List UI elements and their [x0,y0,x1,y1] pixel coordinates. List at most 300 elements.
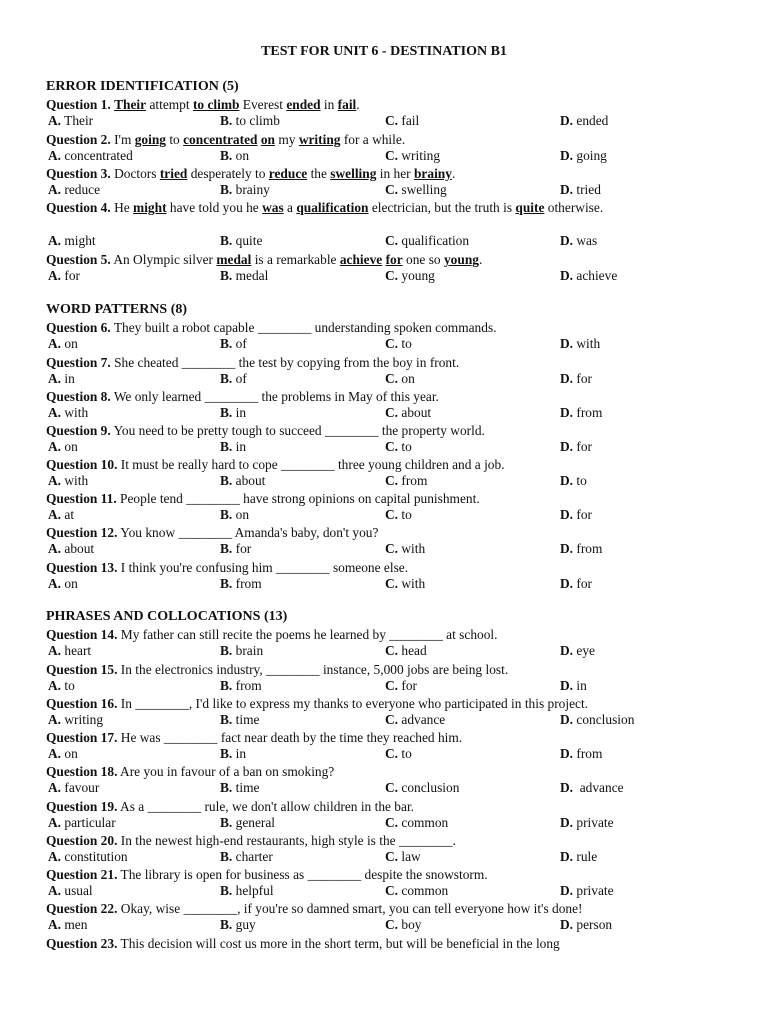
section-heading-word-patterns: WORD PATTERNS (8) [46,302,188,317]
option-letter: D. [560,541,574,556]
option-letter: A. [48,507,62,522]
option-letter: D. [560,371,574,386]
option-a [48,336,78,352]
option-a [48,643,91,659]
underlined-word: concentrated [183,132,258,147]
option-text: to [573,473,587,488]
option-letter: C. [385,541,399,556]
option-text: common [398,883,449,898]
options-row [46,371,722,388]
option-text: conclusion [398,780,460,795]
question-text: In the electronics industry, ________ instance, 5,000 jobs are being lost. [117,662,509,677]
option-text: time [232,780,260,795]
option-d [560,678,587,694]
option-a [48,712,103,728]
option-letter: C. [385,405,399,420]
options-row [46,576,722,593]
option-text: about [232,473,266,488]
question-label: Question 10. [46,457,118,472]
option-text: writing [398,148,441,163]
option-a [48,268,80,284]
option-c [385,712,445,728]
option-text: for [232,541,252,556]
option-b [220,643,263,659]
option-text: advance [398,712,446,727]
question-text: attempt [146,97,193,112]
option-letter: A. [48,336,62,351]
option-text: medal [232,268,269,283]
question-text: You need to be pretty tough to succeed ________ the property world. [110,423,485,438]
option-text: on [61,576,78,591]
option-text: to [398,746,412,761]
option-letter: A. [48,405,62,420]
option-b [220,712,259,728]
option-a [48,405,88,421]
option-text: of [232,371,247,386]
option-d [560,148,607,164]
option-letter: A. [48,678,62,693]
underlined-word: quite [515,200,545,215]
question-text: This decision will cost us more in the short term, but will be beneficial in the long [117,936,560,951]
option-letter: C. [385,182,399,197]
question-text: We only learned ________ the problems in May of this year. [110,389,439,404]
option-letter: B. [220,182,233,197]
question-text: People tend ________ have strong opinions on capital punishment. [116,491,480,506]
option-a [48,473,88,489]
option-d [560,405,602,421]
option-d [560,371,592,387]
option-d [560,849,597,865]
option-text: for [573,507,592,522]
option-letter: A. [48,746,62,761]
option-text: concentrated [61,148,133,163]
option-letter: D. [560,182,574,197]
option-a [48,780,99,796]
question-text: He [110,200,134,215]
option-text: with [573,336,601,351]
option-text: to climb [232,113,280,128]
question-18 [46,763,722,780]
option-text: with [398,576,426,591]
question-label: Question 8. [46,389,111,404]
option-text: about [398,405,432,420]
underlined-word: writing [298,132,341,147]
option-text: tried [573,182,601,197]
underlined-word: Their [114,97,147,112]
option-text: to [398,439,412,454]
question-label: Question 4. [46,200,111,215]
option-letter: B. [220,815,233,830]
option-text: from [232,678,262,693]
options-row [46,678,722,695]
question-2 [46,131,722,148]
option-d [560,268,617,284]
option-text: at [61,507,75,522]
question-6 [46,319,722,336]
option-d [560,576,592,592]
question-text: electrician, but the truth is [368,200,516,215]
option-text: brainy [232,182,270,197]
option-text: on [61,746,78,761]
option-letter: D. [560,746,574,761]
question-text: to [165,132,184,147]
option-letter: B. [220,268,233,283]
question-text: In ________, I'd like to express my thanks to everyone who participated in this project. [117,696,589,711]
option-letter: D. [560,233,574,248]
options-row [46,746,722,763]
option-letter: D. [560,473,574,488]
option-letter: A. [48,917,62,932]
option-a [48,148,133,164]
underlined-word: ended [286,97,321,112]
underlined-word: reduce [268,166,308,181]
question-label: Question 17. [46,730,118,745]
option-text: quite [232,233,263,248]
option-letter: D. [560,268,574,283]
option-text: conclusion [573,712,635,727]
option-b [220,815,275,831]
option-c [385,268,435,284]
option-c [385,405,431,421]
option-c [385,917,421,933]
option-text: with [61,473,89,488]
option-a [48,371,75,387]
option-text: for [61,268,80,283]
option-a [48,746,78,762]
options-row [46,917,722,934]
option-text: with [398,541,426,556]
option-letter: B. [220,849,233,864]
option-a [48,815,116,831]
option-letter: D. [560,883,574,898]
underlined-word: was [262,200,284,215]
question-text: Doctors [110,166,160,181]
option-letter: C. [385,371,399,386]
option-text: from [573,405,603,420]
question-text: An Olympic silver [110,252,217,267]
option-b [220,182,270,198]
question-12 [46,524,722,541]
option-text: on [232,507,250,522]
question-label: Question 11. [46,491,117,506]
option-c [385,182,447,198]
question-text: in [320,97,338,112]
option-text: law [398,849,421,864]
question-17 [46,729,722,746]
option-b [220,678,262,694]
option-d [560,541,602,557]
question-13 [46,559,722,576]
option-letter: D. [560,113,574,128]
option-a [48,233,96,249]
question-text: for a while. [340,132,406,147]
option-text: favour [61,780,100,795]
question-text: They built a robot capable ________ understanding spoken commands. [110,320,497,335]
option-a [48,883,93,899]
option-letter: B. [220,233,233,248]
option-text: about [61,541,95,556]
option-text: from [398,473,428,488]
option-text: on [61,336,78,351]
option-text: brain [232,643,264,658]
option-letter: A. [48,113,62,128]
option-letter: B. [220,883,233,898]
question-8 [46,388,722,405]
question-text: in her [376,166,414,181]
option-letter: A. [48,849,62,864]
option-letter: C. [385,746,399,761]
option-letter: B. [220,541,233,556]
options-row [46,268,722,285]
option-b [220,507,249,523]
question-text: one so [402,252,444,267]
underlined-word: going [134,132,166,147]
option-letter: D. [560,148,574,163]
option-c [385,678,417,694]
option-letter: C. [385,780,399,795]
option-text: young [398,268,435,283]
underlined-word: tried [159,166,188,181]
option-a [48,439,78,455]
option-letter: B. [220,113,233,128]
option-letter: B. [220,746,233,761]
option-d [560,233,597,249]
option-letter: A. [48,541,62,556]
option-text: fail [398,113,420,128]
option-text: from [573,746,603,761]
option-c [385,746,412,762]
question-label: Question 7. [46,355,111,370]
option-a [48,113,93,129]
question-text: In the newest high-end restaurants, high style is the ________. [117,833,456,848]
options-row [46,780,722,797]
question-label: Question 9. [46,423,111,438]
option-b [220,883,274,899]
option-text: for [398,678,417,693]
option-c [385,371,415,387]
option-text: from [232,576,262,591]
question-label: Question 12. [46,525,118,540]
section-heading-phrases-and-collocations: PHRASES AND COLLOCATIONS (13) [46,609,288,624]
option-b [220,405,246,421]
option-c [385,473,427,489]
question-label: Question 16. [46,696,118,711]
option-letter: C. [385,576,399,591]
question-20 [46,832,722,849]
option-letter: B. [220,336,233,351]
option-letter: A. [48,439,62,454]
option-letter: C. [385,268,399,283]
option-c [385,849,421,865]
option-text: achieve [573,268,618,283]
option-letter: C. [385,643,399,658]
option-letter: C. [385,678,399,693]
options-row [46,148,722,165]
question-text: My father can still recite the poems he learned by ________ at school. [117,627,498,642]
option-text: private [573,883,614,898]
question-label: Question 18. [46,764,118,779]
options-row [46,336,722,353]
question-text: my [275,132,299,147]
option-letter: C. [385,815,399,830]
question-text: is a remarkable [251,252,340,267]
option-text: might [61,233,96,248]
option-text: general [232,815,276,830]
option-letter: A. [48,576,62,591]
option-b [220,576,262,592]
option-text: men [61,917,88,932]
option-letter: A. [48,268,62,283]
option-d [560,883,614,899]
option-letter: A. [48,883,62,898]
options-row [46,541,722,558]
option-letter: D. [560,678,574,693]
option-text: in [61,371,75,386]
options-row [46,473,722,490]
option-letter: D. [560,849,574,864]
option-b [220,746,246,762]
question-text: She cheated ________ the test by copying from the boy in front. [110,355,460,370]
option-text: for [573,439,592,454]
option-c [385,233,469,249]
option-text: of [232,336,247,351]
option-c [385,643,427,659]
question-text: Okay, wise ________, if you're so damned smart, you can tell everyone how it's done! [117,901,583,916]
option-letter: D. [560,917,574,932]
question-4 [46,199,722,216]
option-letter: A. [48,780,62,795]
option-d [560,473,587,489]
option-letter: D. [560,576,574,591]
question-text: desperately to [187,166,269,181]
option-letter: B. [220,371,233,386]
option-letter: A. [48,815,62,830]
question-1 [46,96,722,113]
question-text: I think you're confusing him ________ someone else. [117,560,409,575]
question-19 [46,798,722,815]
option-letter: D. [560,507,574,522]
option-text: on [232,148,250,163]
question-text: the [307,166,331,181]
question-21 [46,866,722,883]
underlined-word: swelling [330,166,377,181]
options-row [46,182,722,199]
option-a [48,576,78,592]
underlined-word: brainy [413,166,452,181]
question-22 [46,900,722,917]
option-d [560,746,602,762]
option-c [385,148,440,164]
option-text: advance [573,780,624,795]
question-label: Question 19. [46,799,118,814]
option-letter: C. [385,473,399,488]
option-letter: D. [560,643,574,658]
question-label: Question 13. [46,560,118,575]
option-text: with [61,405,89,420]
option-text: for [573,576,592,591]
option-a [48,182,100,198]
option-b [220,371,247,387]
options-row [46,439,722,456]
option-letter: C. [385,849,399,864]
option-letter: D. [560,439,574,454]
option-letter: B. [220,473,233,488]
question-text: have told you he [166,200,263,215]
option-text: charter [232,849,273,864]
option-a [48,849,128,865]
underlined-word: on [260,132,275,147]
option-c [385,576,425,592]
option-letter: D. [560,815,574,830]
question-5 [46,251,722,268]
option-b [220,148,249,164]
option-b [220,780,259,796]
option-text: writing [61,712,104,727]
option-letter: B. [220,780,233,795]
question-text: It must be really hard to cope ________ three young children and a job. [117,457,505,472]
question-15 [46,661,722,678]
question-text: You know ________ Amanda's baby, don't you? [117,525,379,540]
question-label: Question 23. [46,936,118,951]
options-row [46,405,722,422]
options-row [46,113,722,130]
underlined-word: for [385,252,403,267]
question-14 [46,626,722,643]
question-label: Question 5. [46,252,111,267]
option-text: guy [232,917,256,932]
question-7 [46,354,722,371]
option-text: private [573,815,614,830]
underlined-word: medal [216,252,252,267]
option-letter: D. [560,712,574,727]
option-text: helpful [232,883,274,898]
option-letter: B. [220,405,233,420]
option-letter: B. [220,917,233,932]
option-a [48,917,87,933]
option-b [220,233,262,249]
question-label: Question 1. [46,97,111,112]
question-text: a [283,200,297,215]
option-b [220,336,247,352]
option-letter: A. [48,712,62,727]
option-text: reduce [61,182,101,197]
option-letter: D. [560,405,574,420]
option-text: time [232,712,260,727]
option-letter: A. [48,233,62,248]
option-text: in [232,746,247,761]
question-text: . [478,252,483,267]
option-letter: C. [385,507,399,522]
question-23 [46,935,722,952]
option-letter: C. [385,336,399,351]
option-letter: C. [385,439,399,454]
option-text: to [398,507,412,522]
question-text: Everest [239,97,287,112]
question-10 [46,456,722,473]
underlined-word: fail [337,97,357,112]
option-letter: D. [560,336,574,351]
option-text: on [398,371,415,386]
underlined-word: achieve [339,252,383,267]
option-c [385,439,412,455]
option-text: to [398,336,412,351]
question-text: . [356,97,360,112]
option-d [560,336,600,352]
option-text: to [61,678,75,693]
option-letter: A. [48,473,62,488]
question-label: Question 6. [46,320,111,335]
options-row [46,849,722,866]
